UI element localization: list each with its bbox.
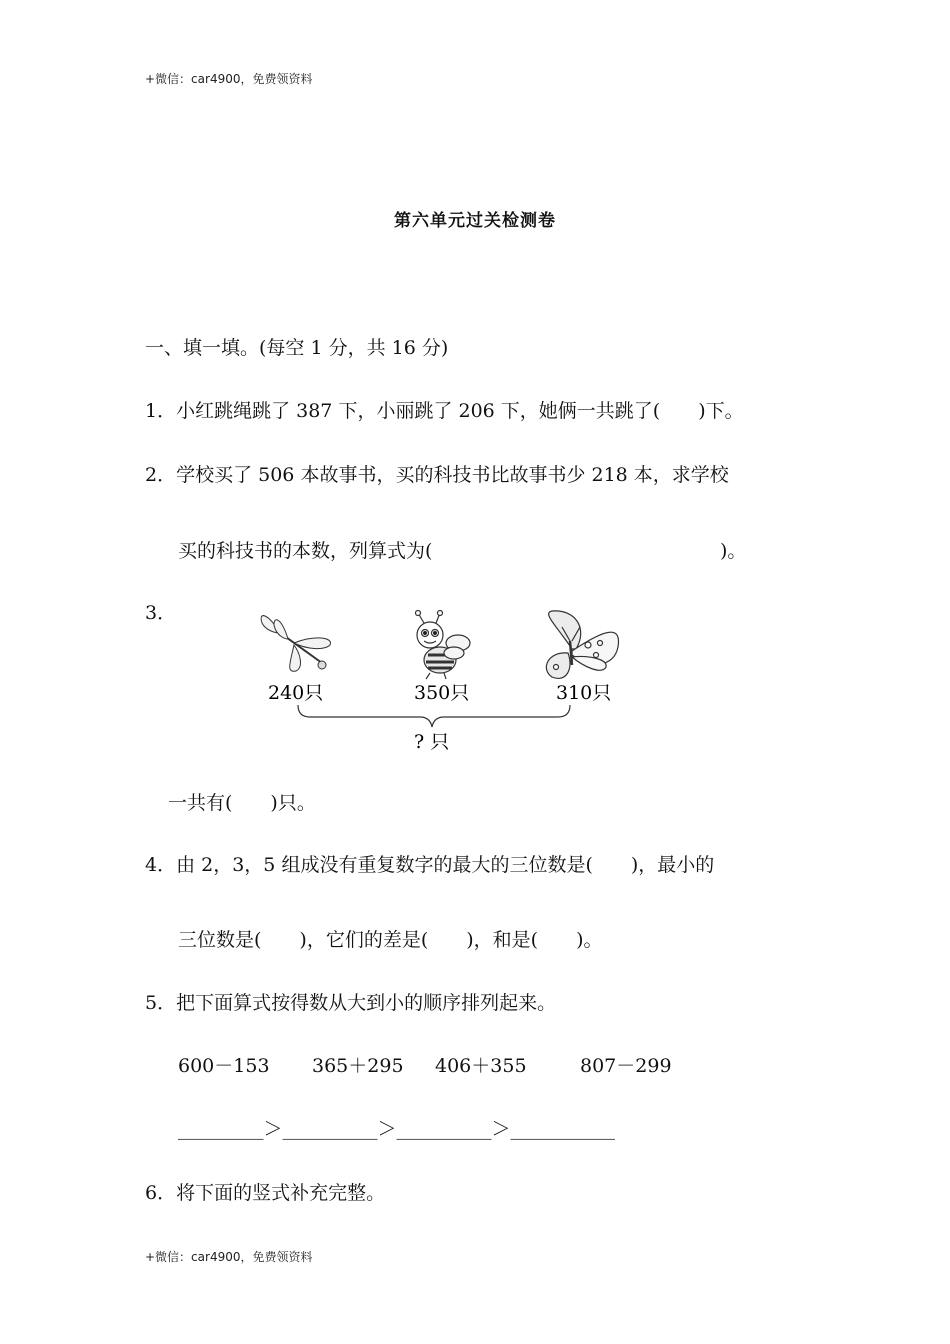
insect-diagram: [250, 605, 630, 760]
page-title: 第六单元过关检测卷: [394, 211, 556, 231]
expression-4: 807－299: [580, 1055, 672, 1077]
question-number: 2．: [145, 464, 177, 486]
question-text-line-1: 学校买了 506 本故事书，买的科技书比故事书少 218 本，求学校: [176, 464, 729, 486]
bee-count-label: 350只: [414, 682, 470, 704]
butterfly-count-label: 310只: [556, 682, 612, 704]
question-number: 1．: [145, 400, 177, 422]
watermark-bottom: +微信：car4900，免费领资料: [145, 1250, 313, 1264]
question-text: 将下面的竖式补充完整。: [176, 1182, 386, 1204]
question-3-number: 3．: [145, 602, 177, 624]
question-2: [145, 460, 729, 487]
question-6: [145, 1178, 385, 1205]
question-1: [145, 396, 744, 423]
total-brace: [298, 705, 570, 727]
dragonfly-count-label: 240只: [268, 682, 324, 704]
butterfly-icon: [546, 611, 618, 679]
section-heading: 一、填一填。(每空 1 分，共 16 分): [145, 337, 449, 359]
expression-1: 600－153: [178, 1055, 270, 1077]
question-number: 6．: [145, 1182, 177, 1204]
order-answer-line: _________＞__________＞__________＞___________: [178, 1118, 616, 1140]
question-number: 5．: [145, 992, 177, 1014]
watermark-top: +微信：car4900，免费领资料: [145, 72, 313, 86]
expression-3: 406＋355: [435, 1055, 527, 1077]
total-unknown-label: ? 只: [414, 731, 450, 753]
question-4-line-2: 三位数是( )，它们的差是( )，和是( )。: [178, 929, 603, 951]
question-2-line-2-end: )。: [720, 540, 747, 562]
question-text-line-1: 由 2，3，5 组成没有重复数字的最大的三位数是( )，最小的: [176, 854, 715, 876]
question-5: [145, 988, 556, 1015]
expression-2: 365＋295: [312, 1055, 404, 1077]
question-text: 小红跳绳跳了 387 下，小丽跳了 206 下，她俩一共跳了( )下。: [176, 400, 744, 422]
question-number: 4．: [145, 854, 177, 876]
question-3-answer: 一共有( )只。: [168, 792, 316, 814]
question-text: 把下面算式按得数从大到小的顺序排列起来。: [176, 992, 557, 1014]
question-4: [145, 850, 714, 877]
bee-icon: [416, 611, 471, 680]
question-2-line-2: 买的科技书的本数，列算式为(: [178, 540, 433, 562]
dragonfly-icon: [261, 616, 330, 672]
